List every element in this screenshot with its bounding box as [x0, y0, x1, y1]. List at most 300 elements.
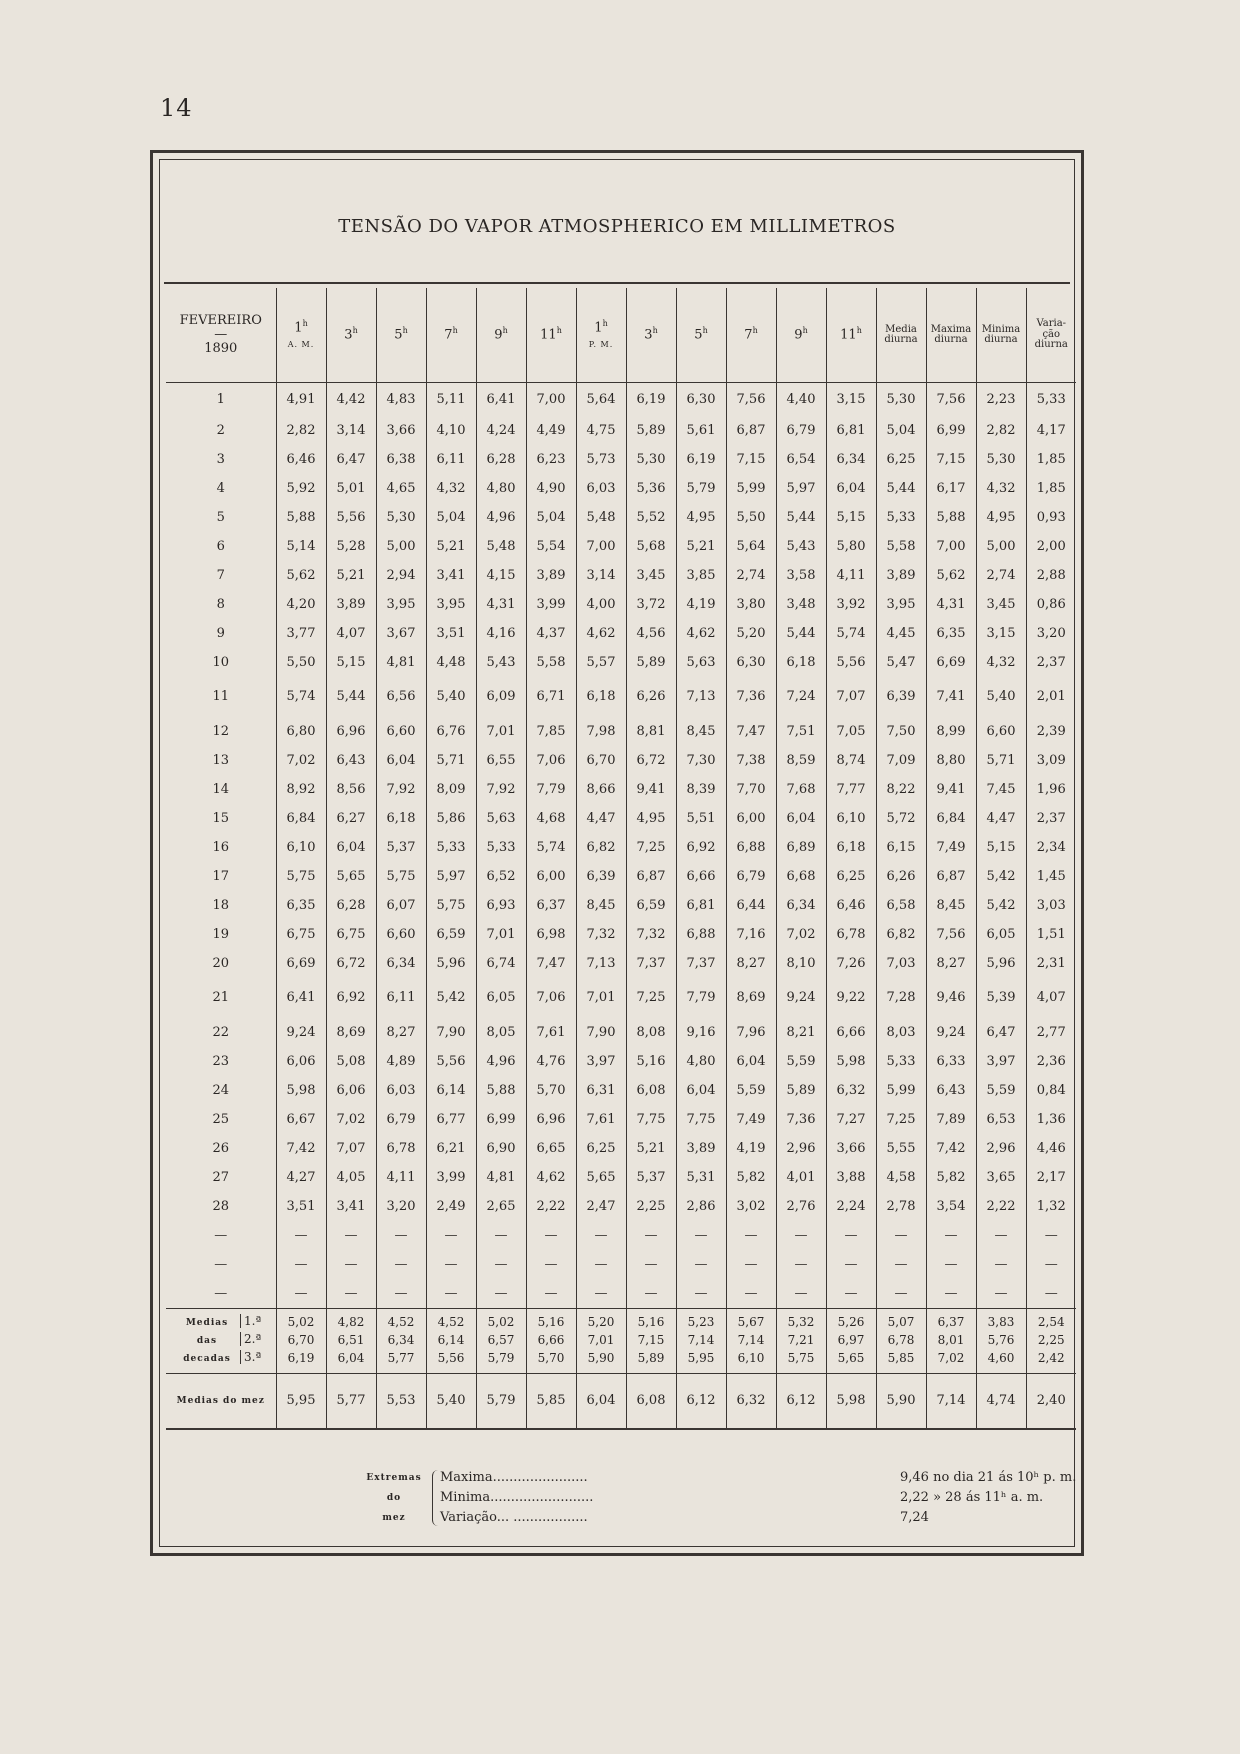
value-cell: 7,00: [576, 532, 626, 561]
hour-header-1: [276, 288, 326, 383]
value-cell: 4,24: [476, 416, 526, 445]
value-cell: 5,47: [876, 648, 926, 677]
hour-suffix: h: [652, 326, 658, 336]
value-cell: 2,25: [626, 1192, 676, 1221]
maxima-header-text: diurna: [934, 334, 968, 345]
value-cell: 2,37: [1026, 804, 1076, 833]
value-cell: 2,47: [576, 1192, 626, 1221]
value-cell: 2,22: [976, 1192, 1026, 1221]
value-cell: 6,93: [476, 891, 526, 920]
table-row: [166, 532, 1076, 561]
hour-suffix: h: [452, 326, 458, 336]
value-cell: 5,75: [376, 862, 426, 891]
extremes-label-1: Extremas: [366, 1473, 422, 1483]
value-cell: 7,36: [726, 677, 776, 717]
hour-header-11: [776, 288, 826, 383]
value-cell: 7,41: [926, 677, 976, 717]
decade-mean-value: 3,83: [976, 1308, 1026, 1331]
value-cell: 6,06: [276, 1047, 326, 1076]
value-cell: 4,07: [326, 619, 376, 648]
value-cell: 7,61: [576, 1105, 626, 1134]
hour-header-6: [526, 288, 576, 383]
day-cell: 14: [212, 781, 230, 797]
hour-number: 7: [444, 327, 453, 343]
value-cell: 6,04: [676, 1076, 726, 1105]
decade-mean-value: 4,52: [426, 1308, 476, 1331]
decade-mean-value: 2,54: [1026, 1308, 1076, 1331]
dash-cell: —: [326, 1221, 376, 1250]
value-cell: 5,56: [326, 503, 376, 532]
value-cell: 5,44: [776, 503, 826, 532]
minima-header: [976, 288, 1026, 383]
value-cell: 6,88: [726, 833, 776, 862]
value-cell: 5,21: [676, 532, 726, 561]
value-cell: 8,80: [926, 746, 976, 775]
value-cell: 5,74: [526, 833, 576, 862]
value-cell: 6,19: [676, 445, 726, 474]
dash-cell: —: [826, 1279, 876, 1309]
value-cell: 6,53: [976, 1105, 1026, 1134]
value-cell: 2,39: [1026, 717, 1076, 746]
hour-suffix: h: [602, 318, 608, 328]
value-cell: 5,51: [676, 804, 726, 833]
decade-means-row: [166, 1349, 1076, 1374]
decade-mean-value: 5,95: [676, 1349, 726, 1374]
value-cell: 5,86: [426, 804, 476, 833]
value-cell: 9,41: [926, 775, 976, 804]
value-cell: 4,91: [276, 383, 326, 416]
value-cell: 6,00: [726, 804, 776, 833]
decade-mean-value: 5,85: [876, 1349, 926, 1374]
empty-row: [166, 1221, 1076, 1250]
value-cell: 4,11: [826, 561, 876, 590]
value-cell: 6,79: [726, 862, 776, 891]
value-cell: 5,59: [976, 1076, 1026, 1105]
value-cell: 2,88: [1026, 561, 1076, 590]
hour-header-2: [326, 288, 376, 383]
table-row: [166, 833, 1076, 862]
vapor-tension-table: [166, 288, 1076, 1430]
table-row: [166, 445, 1076, 474]
value-cell: 7,50: [876, 717, 926, 746]
hour-number: 11: [540, 327, 557, 343]
month-dash: —: [214, 326, 228, 342]
value-cell: 4,17: [1026, 416, 1076, 445]
value-cell: 5,62: [276, 561, 326, 590]
value-cell: 4,01: [776, 1163, 826, 1192]
value-cell: 6,33: [926, 1047, 976, 1076]
month-mean-value: 5,77: [326, 1373, 376, 1429]
value-cell: 4,62: [526, 1163, 576, 1192]
value-cell: 5,96: [976, 949, 1026, 978]
decade-mean-value: 5,70: [526, 1349, 576, 1374]
decade-mean-value: 6,34: [376, 1331, 426, 1349]
value-cell: 5,55: [876, 1134, 926, 1163]
value-cell: 2,82: [976, 416, 1026, 445]
value-cell: 6,34: [376, 949, 426, 978]
dash-cell: —: [926, 1221, 976, 1250]
month-mean-value: 5,98: [826, 1373, 876, 1429]
value-cell: 8,99: [926, 717, 976, 746]
decade-label: Medias: [185, 1317, 229, 1328]
dash-cell: —: [726, 1250, 776, 1279]
value-cell: 5,97: [776, 474, 826, 503]
value-cell: 5,73: [576, 445, 626, 474]
table-row: [166, 978, 1076, 1018]
value-cell: 8,27: [376, 1018, 426, 1047]
value-cell: 4,16: [476, 619, 526, 648]
value-cell: 5,56: [826, 648, 876, 677]
value-cell: 4,95: [976, 503, 1026, 532]
decade-mean-value: 5,32: [776, 1308, 826, 1331]
value-cell: 6,75: [326, 920, 376, 949]
dash-cell: —: [626, 1221, 676, 1250]
value-cell: 5,99: [726, 474, 776, 503]
value-cell: 5,56: [426, 1047, 476, 1076]
value-cell: 6,03: [576, 474, 626, 503]
value-cell: 6,25: [826, 862, 876, 891]
value-cell: 6,10: [826, 804, 876, 833]
month-mean-value: 6,12: [676, 1373, 726, 1429]
hour-header-12: [826, 288, 876, 383]
value-cell: 7,90: [426, 1018, 476, 1047]
table-row: [166, 717, 1076, 746]
table-row: [166, 746, 1076, 775]
value-cell: 6,72: [326, 949, 376, 978]
value-cell: 0,84: [1026, 1076, 1076, 1105]
value-cell: 6,60: [376, 717, 426, 746]
value-cell: 8,45: [676, 717, 726, 746]
decade-mean-value: 6,37: [926, 1308, 976, 1331]
value-cell: 6,47: [326, 445, 376, 474]
value-cell: 4,95: [626, 804, 676, 833]
value-cell: 5,04: [426, 503, 476, 532]
value-cell: 6,30: [676, 383, 726, 416]
dash-cell: —: [776, 1279, 826, 1309]
value-cell: 5,43: [776, 532, 826, 561]
dash-cell: —: [376, 1221, 426, 1250]
value-cell: 5,21: [626, 1134, 676, 1163]
dash-cell: —: [626, 1279, 676, 1309]
decade-mean-value: 6,10: [726, 1349, 776, 1374]
value-cell: 6,98: [526, 920, 576, 949]
maxima-header: [926, 288, 976, 383]
value-cell: 7,06: [526, 978, 576, 1018]
dash-cell: —: [776, 1221, 826, 1250]
value-cell: 6,18: [576, 677, 626, 717]
value-cell: 6,35: [926, 619, 976, 648]
value-cell: 2,74: [726, 561, 776, 590]
dash-cell: —: [376, 1279, 426, 1309]
hour-number: 11: [840, 327, 857, 343]
value-cell: 7,03: [876, 949, 926, 978]
value-cell: 6,60: [976, 717, 1026, 746]
value-cell: 4,80: [476, 474, 526, 503]
decade-means-row: [166, 1308, 1076, 1331]
value-cell: 6,05: [976, 920, 1026, 949]
value-cell: 7,89: [926, 1105, 976, 1134]
value-cell: 7,79: [676, 978, 726, 1018]
value-cell: 9,46: [926, 978, 976, 1018]
hour-header-3: [376, 288, 426, 383]
value-cell: 6,35: [276, 891, 326, 920]
value-cell: 6,87: [926, 862, 976, 891]
hour-header-8: [626, 288, 676, 383]
hour-suffix: h: [702, 326, 708, 336]
dash-cell: —: [926, 1279, 976, 1309]
day-cell: 13: [212, 752, 230, 768]
value-cell: 7,77: [826, 775, 876, 804]
value-cell: 5,42: [976, 891, 1026, 920]
table-frame: [150, 150, 1084, 1556]
value-cell: 5,20: [726, 619, 776, 648]
dash-cell: —: [1026, 1250, 1076, 1279]
decade-mean-value: 5,20: [576, 1308, 626, 1331]
variacao-label: Variação... ..................: [440, 1510, 588, 1525]
value-cell: 7,45: [976, 775, 1026, 804]
value-cell: 4,56: [626, 619, 676, 648]
dash-cell: —: [976, 1250, 1026, 1279]
empty-row: [166, 1279, 1076, 1309]
value-cell: 2,31: [1026, 949, 1076, 978]
value-cell: 3,51: [276, 1192, 326, 1221]
minima-label: Minima.........................: [440, 1490, 594, 1505]
value-cell: 5,96: [426, 949, 476, 978]
value-cell: 6,15: [876, 833, 926, 862]
value-cell: 6,70: [576, 746, 626, 775]
value-cell: 6,06: [326, 1076, 376, 1105]
day-cell: 26: [212, 1140, 230, 1156]
hour-number: 3: [344, 327, 353, 343]
day-cell: 10: [212, 654, 230, 670]
value-cell: 4,20: [276, 590, 326, 619]
value-cell: 5,40: [426, 677, 476, 717]
value-cell: 5,33: [426, 833, 476, 862]
value-cell: 8,27: [726, 949, 776, 978]
value-cell: 7,75: [676, 1105, 726, 1134]
value-cell: 8,21: [776, 1018, 826, 1047]
value-cell: 6,74: [476, 949, 526, 978]
month-mean-value: 5,53: [376, 1373, 426, 1429]
value-cell: 5,89: [626, 648, 676, 677]
value-cell: 6,07: [376, 891, 426, 920]
value-cell: 7,25: [876, 1105, 926, 1134]
value-cell: 2,77: [1026, 1018, 1076, 1047]
decade-mean-value: 5,79: [476, 1349, 526, 1374]
value-cell: 3,99: [426, 1163, 476, 1192]
value-cell: 5,21: [426, 532, 476, 561]
value-cell: 6,37: [526, 891, 576, 920]
decade-mean-value: 5,65: [826, 1349, 876, 1374]
dash-cell: —: [276, 1221, 326, 1250]
value-cell: 9,16: [676, 1018, 726, 1047]
decade-mean-value: 6,78: [876, 1331, 926, 1349]
value-cell: 6,96: [526, 1105, 576, 1134]
day-cell: 22: [212, 1024, 230, 1040]
value-cell: 6,04: [826, 474, 876, 503]
value-cell: 6,81: [826, 416, 876, 445]
value-cell: 2,36: [1026, 1047, 1076, 1076]
value-cell: 7,01: [476, 920, 526, 949]
value-cell: 2,76: [776, 1192, 826, 1221]
value-cell: 5,89: [626, 416, 676, 445]
table-row: [166, 1134, 1076, 1163]
value-cell: 5,15: [826, 503, 876, 532]
value-cell: 5,08: [326, 1047, 376, 1076]
value-cell: 6,18: [376, 804, 426, 833]
value-cell: 6,89: [776, 833, 826, 862]
value-cell: 7,02: [326, 1105, 376, 1134]
value-cell: 6,39: [576, 862, 626, 891]
decade-number: 3.ª: [240, 1350, 261, 1364]
value-cell: 5,63: [676, 648, 726, 677]
value-cell: 6,04: [726, 1047, 776, 1076]
value-cell: 8,69: [326, 1018, 376, 1047]
value-cell: 6,88: [676, 920, 726, 949]
value-cell: 7,56: [926, 920, 976, 949]
month-mean-value: 6,12: [776, 1373, 826, 1429]
value-cell: 7,68: [776, 775, 826, 804]
value-cell: 7,47: [526, 949, 576, 978]
value-cell: 2,86: [676, 1192, 726, 1221]
value-cell: 6,65: [526, 1134, 576, 1163]
value-cell: 5,21: [326, 561, 376, 590]
decade-mean-value: 6,51: [326, 1331, 376, 1349]
value-cell: 1,32: [1026, 1192, 1076, 1221]
value-cell: 7,37: [676, 949, 726, 978]
value-cell: 6,96: [326, 717, 376, 746]
value-cell: 8,69: [726, 978, 776, 1018]
day-cell: 15: [212, 810, 230, 826]
value-cell: 8,59: [776, 746, 826, 775]
decade-label: decadas: [183, 1353, 231, 1364]
dash-cell: —: [214, 1256, 228, 1272]
value-cell: 5,64: [576, 383, 626, 416]
decade-mean-value: 5,89: [626, 1349, 676, 1374]
value-cell: 7,85: [526, 717, 576, 746]
maxima-label: Maxima.......................: [440, 1470, 588, 1485]
dash-cell: —: [826, 1250, 876, 1279]
hour-suffix: h: [502, 326, 508, 336]
value-cell: 4,32: [976, 648, 1026, 677]
dash-cell: —: [876, 1250, 926, 1279]
value-cell: 5,89: [776, 1076, 826, 1105]
day-cell: 24: [212, 1082, 230, 1098]
value-cell: 1,51: [1026, 920, 1076, 949]
value-cell: 5,36: [626, 474, 676, 503]
value-cell: 4,27: [276, 1163, 326, 1192]
decade-mean-value: 2,42: [1026, 1349, 1076, 1374]
value-cell: 8,39: [676, 775, 726, 804]
value-cell: 5,80: [826, 532, 876, 561]
decade-mean-value: 5,67: [726, 1308, 776, 1331]
month-mean-value: 6,08: [626, 1373, 676, 1429]
year: 1890: [204, 341, 238, 357]
value-cell: 5,43: [476, 648, 526, 677]
value-cell: 5,50: [276, 648, 326, 677]
decade-label-cell: [166, 1308, 276, 1331]
value-cell: 6,47: [976, 1018, 1026, 1047]
value-cell: 2,78: [876, 1192, 926, 1221]
dash-cell: —: [526, 1221, 576, 1250]
value-cell: 4,62: [576, 619, 626, 648]
value-cell: 7,01: [576, 978, 626, 1018]
value-cell: 5,33: [876, 503, 926, 532]
day-cell: 18: [212, 897, 230, 913]
value-cell: 4,00: [576, 590, 626, 619]
value-cell: 6,27: [326, 804, 376, 833]
value-cell: 8,08: [626, 1018, 676, 1047]
value-cell: 6,08: [626, 1076, 676, 1105]
value-cell: 3,80: [726, 590, 776, 619]
decade-mean-value: 6,70: [276, 1331, 326, 1349]
value-cell: 7,98: [576, 717, 626, 746]
month-mean-value: 7,14: [926, 1373, 976, 1429]
decade-label-cell: [166, 1349, 276, 1374]
value-cell: 7,02: [276, 746, 326, 775]
value-cell: 6,90: [476, 1134, 526, 1163]
dash-cell: —: [676, 1221, 726, 1250]
value-cell: 3,02: [726, 1192, 776, 1221]
value-cell: 9,24: [926, 1018, 976, 1047]
table-row: [166, 677, 1076, 717]
decade-mean-value: 5,75: [776, 1349, 826, 1374]
decade-mean-value: 6,57: [476, 1331, 526, 1349]
value-cell: 4,07: [1026, 978, 1076, 1018]
value-cell: 7,90: [576, 1018, 626, 1047]
value-cell: 5,01: [326, 474, 376, 503]
value-cell: 7,06: [526, 746, 576, 775]
value-cell: 3,97: [576, 1047, 626, 1076]
value-cell: 7,96: [726, 1018, 776, 1047]
value-cell: 3,41: [326, 1192, 376, 1221]
value-cell: 4,49: [526, 416, 576, 445]
value-cell: 1,36: [1026, 1105, 1076, 1134]
value-cell: 2,17: [1026, 1163, 1076, 1192]
value-cell: 6,04: [376, 746, 426, 775]
value-cell: 6,28: [326, 891, 376, 920]
day-cell: 5: [216, 509, 225, 525]
value-cell: 6,38: [376, 445, 426, 474]
value-cell: 6,18: [776, 648, 826, 677]
pm-label: P. M.: [588, 340, 614, 350]
value-cell: 4,40: [776, 383, 826, 416]
value-cell: 4,81: [476, 1163, 526, 1192]
value-cell: 4,46: [1026, 1134, 1076, 1163]
day-cell: 9: [216, 625, 225, 641]
value-cell: 5,39: [976, 978, 1026, 1018]
value-cell: 3,67: [376, 619, 426, 648]
value-cell: 7,70: [726, 775, 776, 804]
value-cell: 6,23: [526, 445, 576, 474]
value-cell: 5,64: [726, 532, 776, 561]
hour-number: 1: [594, 320, 603, 336]
day-cell: 3: [216, 451, 225, 467]
month-header: [166, 288, 276, 383]
value-cell: 5,16: [626, 1047, 676, 1076]
value-cell: 5,37: [626, 1163, 676, 1192]
value-cell: 3,66: [826, 1134, 876, 1163]
value-cell: 6,78: [826, 920, 876, 949]
value-cell: 5,48: [476, 532, 526, 561]
dash-cell: —: [626, 1250, 676, 1279]
month-means-row: [166, 1373, 1076, 1429]
value-cell: 7,25: [626, 978, 676, 1018]
dash-cell: —: [676, 1279, 726, 1309]
month-means-label: Medias do mez: [166, 1373, 276, 1429]
dash-cell: —: [976, 1221, 1026, 1250]
value-cell: 6,81: [676, 891, 726, 920]
